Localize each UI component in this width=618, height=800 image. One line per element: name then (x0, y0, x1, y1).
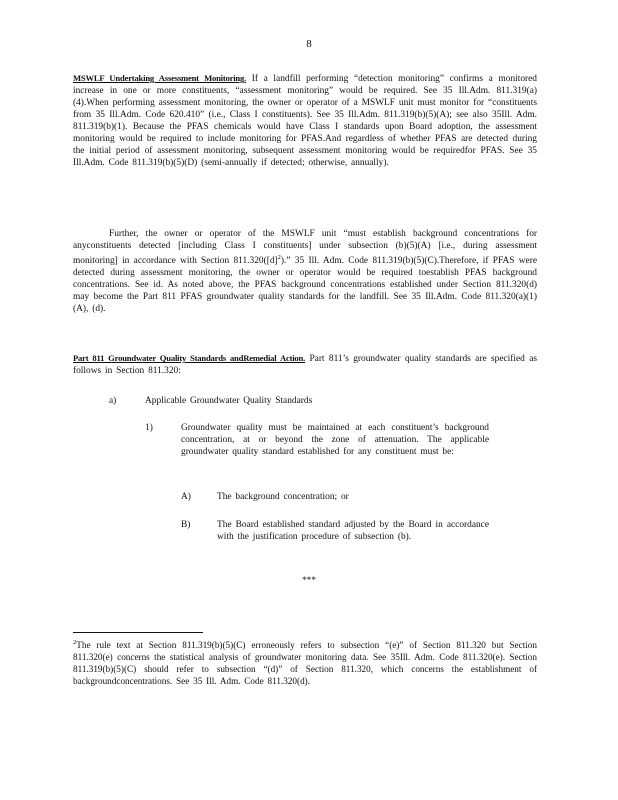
section-separator: *** (301, 576, 317, 586)
list-label-a: a) (109, 396, 117, 406)
mswlf-text: If a landfill performing “detection monitoring” confirms a monitored increase in one or more constituents, “assessment monitoring” would be required. See 35 Ill.Adm. 811.319(a)(4).When performing assessment monitoring, the owner or operator of a MSWLF unit must monitor for “constituents from 35 Ill.Adm. Code 620.410” (i.e., Class I constituents). See 35 Ill.Adm. 811.319(b)(5)(A); see also 35Ill. Adm. 811.319(b)(1). Because the PFAS chemicals would have Class I standards upon Board adoption, the assessment monitoring would be required to include monitoring for PFAS.And regardless of whether PFAS are detected during the initial period of assessment monitoring, subsequent assessment monitoring would be requiredfor PFAS. See 35 Ill.Adm. Code 811.319(b)(5)(D) (semi-annually if detected; otherwise, annually). (73, 74, 537, 168)
page-number: 8 (306, 38, 312, 50)
further-text-b: ).” 35 Ill. Adm. Code 811.319(b)(5)(C).Therefore, if PFAS were detected during assessment monitoring, the owner or operator would be required toestablish PFAS background concentrations. See id. As noted above, the PFAS background concentrations established under Section 811.320(d) may become the Part 811 PFAS groundwater quality standards for the landfill. See 35 Ill.Adm. Code 811.320(a)(1)(A), (d). (73, 256, 537, 315)
footnote-reference[interactable]: 2 (277, 254, 281, 261)
mswlf-heading: MSWLF Undertaking Assessment Monitoring. (73, 73, 247, 83)
footnote-marker: 2 (73, 639, 77, 646)
list-label-B: B) (181, 520, 191, 530)
list-label-A: A) (181, 492, 191, 502)
footnote (73, 637, 537, 687)
footnote-text: The rule text at Section 811.319(b)(5)(C) erroneously refers to subsection “(e)” of Section 811.320 but Section 811.320(e) concerns the statistical analysis of groundwater monitoring data. See 35Ill. Adm. Code 811.320(e). Section 811.319(b)(5)(C) should refer to subsection “(d)” of Section 811.320, which concerns the establishment of backgroundconcentrations. See 35 Ill. Adm. Code 811.320(d). (73, 640, 537, 687)
further-text-a: Further, the owner or operator of the MSWLF unit “must establish background concentrations for anyconstituents detected [including Class I constituents] under subsection (b)(5)(A) [i.e., during assessment monitoring] in accordance with Section 811.320([d] (73, 229, 537, 267)
part811-heading: Part 811 Groundwater Quality Standards andRemedial Action. (73, 353, 306, 363)
part811-paragraph (73, 352, 537, 377)
list-text-A: The background concentration; or (217, 492, 349, 502)
further-paragraph (73, 228, 537, 315)
list-text-a: Applicable Groundwater Quality Standards (145, 396, 313, 406)
footnote-divider (73, 632, 203, 633)
list-label-1: 1) (145, 423, 153, 433)
list-text-B: The Board established standard adjusted by the Board in accordance with the justification procedure of subsection (b). (217, 520, 489, 542)
list-text-1: Groundwater quality must be maintained at each constituent’s background concentration, at or beyond the zone of attenuation. The applicable groundwater quality standard established for any constituent must be: (181, 423, 489, 457)
part811-text: Part 811’s groundwater quality standards are specified as follows in Section 811.320: (73, 354, 538, 376)
mswlf-paragraph (73, 72, 537, 169)
